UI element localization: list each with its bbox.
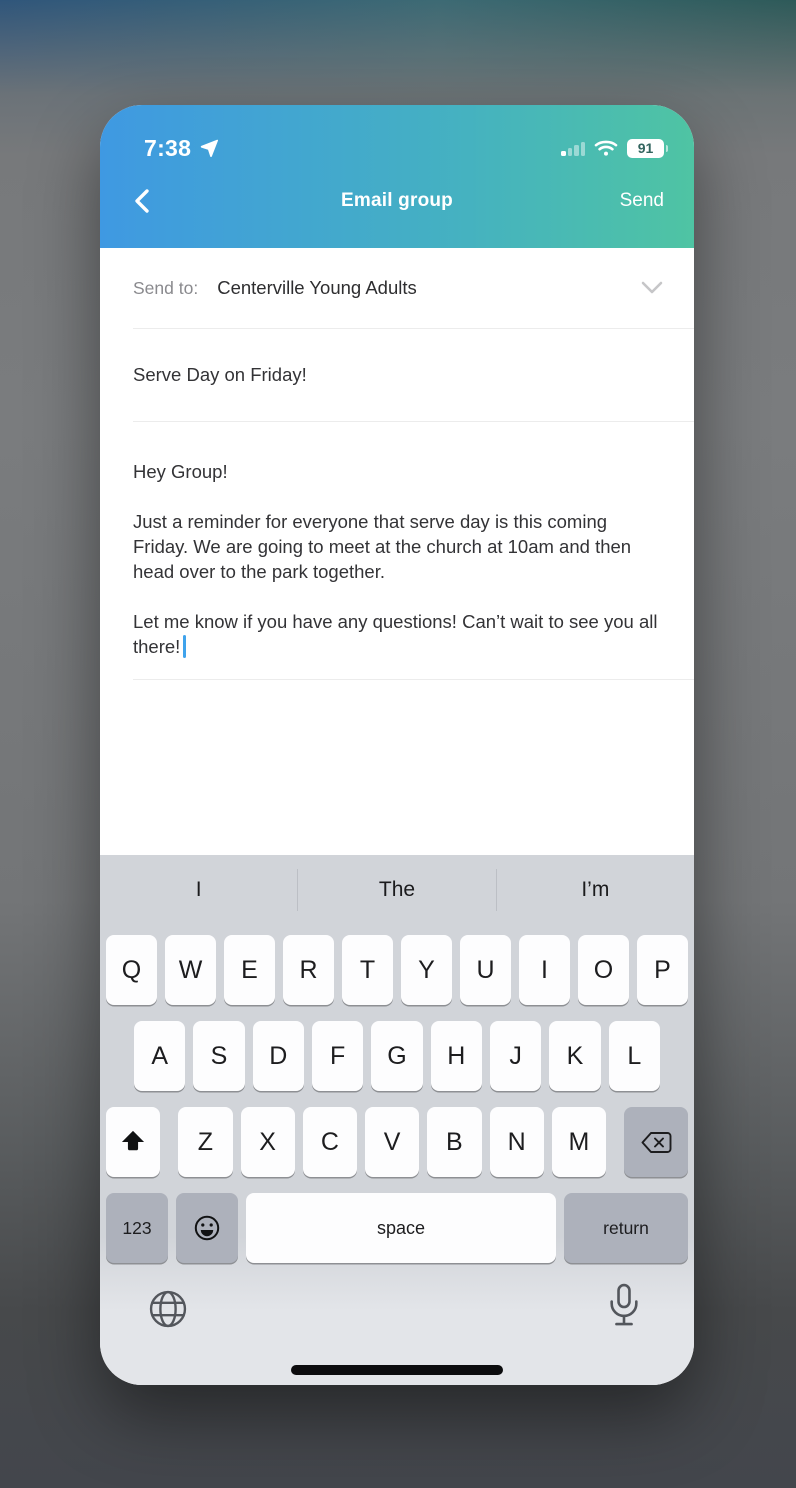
cellular-signal-icon (561, 141, 585, 156)
recipient-value: Centerville Young Adults (217, 277, 417, 298)
phone-screen (100, 105, 694, 1385)
text-cursor (183, 635, 186, 658)
nav-bar (100, 165, 694, 237)
divider (133, 679, 694, 680)
key-q[interactable]: Q (106, 935, 157, 1005)
key-s[interactable]: S (193, 1021, 244, 1091)
key-t[interactable]: T (342, 935, 393, 1005)
chevron-down-icon[interactable] (638, 280, 666, 296)
key-f[interactable]: F (312, 1021, 363, 1091)
key-r[interactable]: R (283, 935, 334, 1005)
key-x[interactable]: X (241, 1107, 295, 1177)
return-key[interactable]: return (564, 1193, 688, 1263)
suggestion-2[interactable]: The (378, 878, 416, 901)
header (100, 105, 694, 248)
body-paragraph: Just a reminder for everyone that serve day is this coming Friday. We are going to meet at the church at 10am and then head over to the park together. (133, 511, 632, 582)
home-indicator[interactable] (291, 1365, 503, 1375)
keyboard-row-1 (100, 935, 694, 1005)
wifi-icon (594, 139, 618, 157)
key-j[interactable]: J (490, 1021, 541, 1091)
key-o[interactable]: O (578, 935, 629, 1005)
key-u[interactable]: U (460, 935, 511, 1005)
suggestion-3[interactable]: I’m (581, 878, 610, 901)
key-y[interactable]: Y (401, 935, 452, 1005)
key-l[interactable]: L (609, 1021, 660, 1091)
keyboard-row-3 (100, 1107, 694, 1177)
globe-icon[interactable] (144, 1285, 192, 1338)
emoji-face-icon (192, 1213, 222, 1243)
key-i[interactable]: I (519, 935, 570, 1005)
status-bar (100, 105, 694, 165)
key-h[interactable]: H (431, 1021, 482, 1091)
subject-field[interactable] (100, 329, 694, 421)
suggestion-1[interactable]: I (195, 878, 202, 901)
clock: 7:38 (144, 134, 192, 161)
key-z[interactable]: Z (178, 1107, 232, 1177)
key-c[interactable]: C (303, 1107, 357, 1177)
key-e[interactable]: E (224, 935, 275, 1005)
message-body-field[interactable] (100, 422, 694, 659)
predictive-text-bar (100, 855, 694, 925)
body-paragraph: Let me know if you have any questions! Can’t wait to see you all there! (133, 611, 658, 657)
shift-key[interactable] (106, 1107, 160, 1177)
shift-arrow-icon (120, 1130, 146, 1154)
subject-text: Serve Day on Friday! (133, 364, 307, 385)
keyboard-row-2 (100, 1021, 694, 1091)
key-n[interactable]: N (490, 1107, 544, 1177)
key-k[interactable]: K (549, 1021, 600, 1091)
microphone-icon[interactable] (602, 1281, 646, 1338)
battery-icon (627, 139, 668, 158)
keyboard (100, 855, 694, 1385)
key-m[interactable]: M (552, 1107, 606, 1177)
key-g[interactable]: G (371, 1021, 422, 1091)
key-b[interactable]: B (427, 1107, 481, 1177)
delete-left-icon (641, 1131, 672, 1154)
key-d[interactable]: D (253, 1021, 304, 1091)
key-a[interactable]: A (134, 1021, 185, 1091)
key-p[interactable]: P (637, 935, 688, 1005)
battery-percent: 91 (627, 139, 664, 158)
keyboard-function-row (100, 1263, 694, 1385)
space-key[interactable]: space (246, 1193, 556, 1263)
location-arrow-icon (199, 138, 220, 159)
send-to-label: Send to: (133, 277, 199, 298)
body-paragraph: Hey Group! (133, 461, 228, 482)
emoji-key[interactable] (176, 1193, 238, 1263)
key-v[interactable]: V (365, 1107, 419, 1177)
keyboard-row-4 (100, 1193, 694, 1263)
send-button[interactable]: Send (619, 190, 664, 211)
backspace-key[interactable] (624, 1107, 688, 1177)
recipient-selector[interactable] (100, 248, 694, 328)
numbers-key[interactable]: 123 (106, 1193, 168, 1263)
page-title: Email group (341, 190, 453, 211)
key-w[interactable]: W (165, 935, 216, 1005)
